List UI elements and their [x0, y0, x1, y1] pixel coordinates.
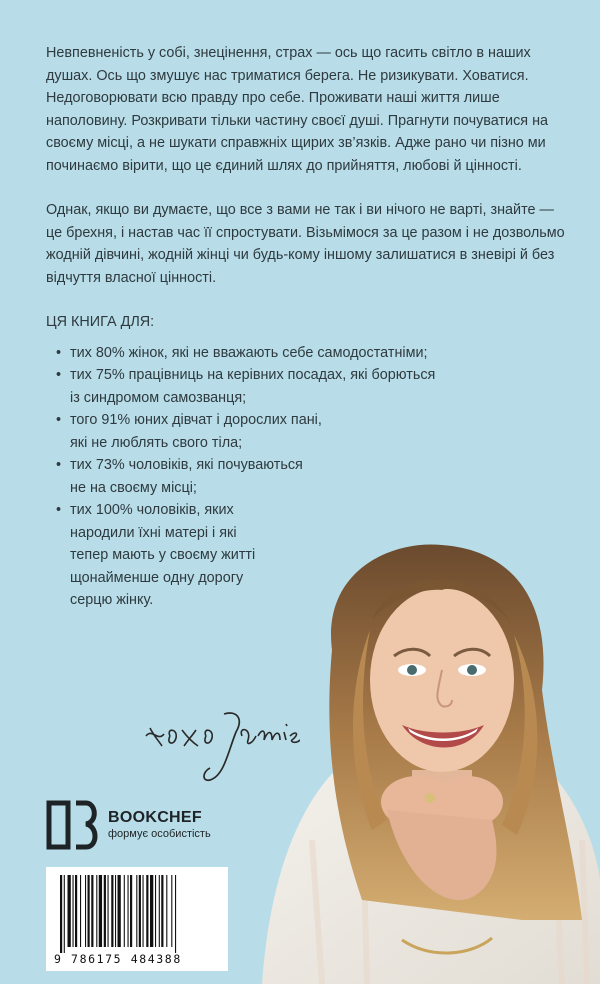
publisher-logo: [46, 800, 211, 850]
list-item-line: які не люблять свого тіла;: [70, 434, 243, 451]
barcode-bar: [150, 875, 153, 947]
cover-text: [46, 42, 566, 612]
barcode-bar: [99, 875, 102, 947]
for-heading: ЦЯ КНИГА ДЛЯ:: [46, 314, 155, 330]
intro-paragraph: Невпевненість у собі, знецінення, страх — ось що гасить світло в наших душах. Ось що змушує нас триматися берега. Не ризикувати. Ховатися. Недоговорювати всю правду про себе. Проживати наші життя лише наполовину. Розкривати тільки частину своєї душі. Прагнути почуватися на своєму місці, а не шукати справжніх щирих зв’язків. Адже рано чи пізно ми починаємо вірити, що це єдиний шлях до прийняття, любові й цінності.: [46, 45, 549, 174]
isbn-number: 9 786175 484388: [54, 952, 182, 966]
list-item-line: • тих 73% чоловіків, які почуваються: [70, 457, 303, 473]
list-item-line: із синдромом самозванця;: [70, 389, 247, 406]
isbn-barcode: [46, 867, 228, 971]
barcode-bar: [159, 875, 160, 947]
list-item-line: • того 91% юних дівчат і дорослих пані,: [70, 412, 322, 428]
list-item-line: не на своєму місці;: [70, 479, 197, 496]
list-item-line: щонайменше одну дорогу: [70, 569, 244, 586]
bookchef-logo-icon: [46, 800, 100, 850]
barcode-bar: [85, 875, 86, 947]
list-item-line: • тих 75% працівниць на керівних посадах, які борються: [70, 367, 436, 383]
barcode-bar: [68, 875, 71, 947]
barcode-bar: [139, 875, 141, 947]
list-item-line: • тих 100% чоловіків, яких: [70, 502, 234, 518]
barcode-bar: [75, 875, 77, 947]
barcode-bar: [104, 875, 106, 947]
barcode-bar: [64, 875, 65, 953]
barcode-bar: [118, 875, 121, 947]
barcode-bar: [128, 875, 129, 947]
publisher-text: [108, 809, 211, 841]
list-item: [56, 409, 566, 454]
list-item-line: серцю жінку.: [70, 592, 154, 608]
list-item-line: тепер мають у своєму житті: [70, 547, 256, 563]
list-item: [56, 342, 566, 365]
list-item: [56, 454, 566, 499]
barcode-bar: [73, 875, 74, 947]
barcode-bar: [60, 875, 62, 953]
barcode-bars: [58, 875, 216, 953]
publisher-name: BOOKCHEF: [108, 809, 202, 826]
barcode-bar: [161, 875, 163, 947]
barcode-bar: [130, 875, 132, 947]
barcode-bar: [111, 875, 113, 947]
second-paragraph: Однак, якщо ви думаєте, що все з вами не так і ви нічого не варті, знайте — це брехня, і настав час її спростувати. Візьмімося за це разом і не дозвольмо жодній дівчині, жодній жінці чи будь-кому іншому залишатися в зневірі й без відчуття власної цінності.: [46, 202, 565, 286]
barcode-bar: [124, 875, 125, 947]
barcode-bar: [143, 875, 144, 947]
barcode-bar: [166, 875, 167, 947]
barcode-bar: [108, 875, 109, 947]
barcode-bar: [91, 875, 93, 947]
barcode-bar: [80, 875, 81, 947]
barcode-bar: [136, 875, 137, 947]
barcode-bar: [96, 875, 97, 947]
barcode-bar: [146, 875, 148, 947]
author-photo: [252, 540, 600, 984]
author-signature: [140, 706, 300, 788]
list-item: [56, 364, 566, 409]
list-item-line: • тих 80% жінок, які не вважають себе самодостатніми;: [70, 344, 428, 361]
barcode-bar: [115, 875, 116, 947]
barcode-bar: [175, 875, 176, 953]
list-item-line: народили їхні матері і які: [70, 524, 237, 541]
barcode-bar: [88, 875, 90, 947]
barcode-bar: [171, 875, 172, 947]
publisher-tagline: формує особистість: [108, 828, 211, 840]
barcode-bar: [155, 875, 156, 947]
